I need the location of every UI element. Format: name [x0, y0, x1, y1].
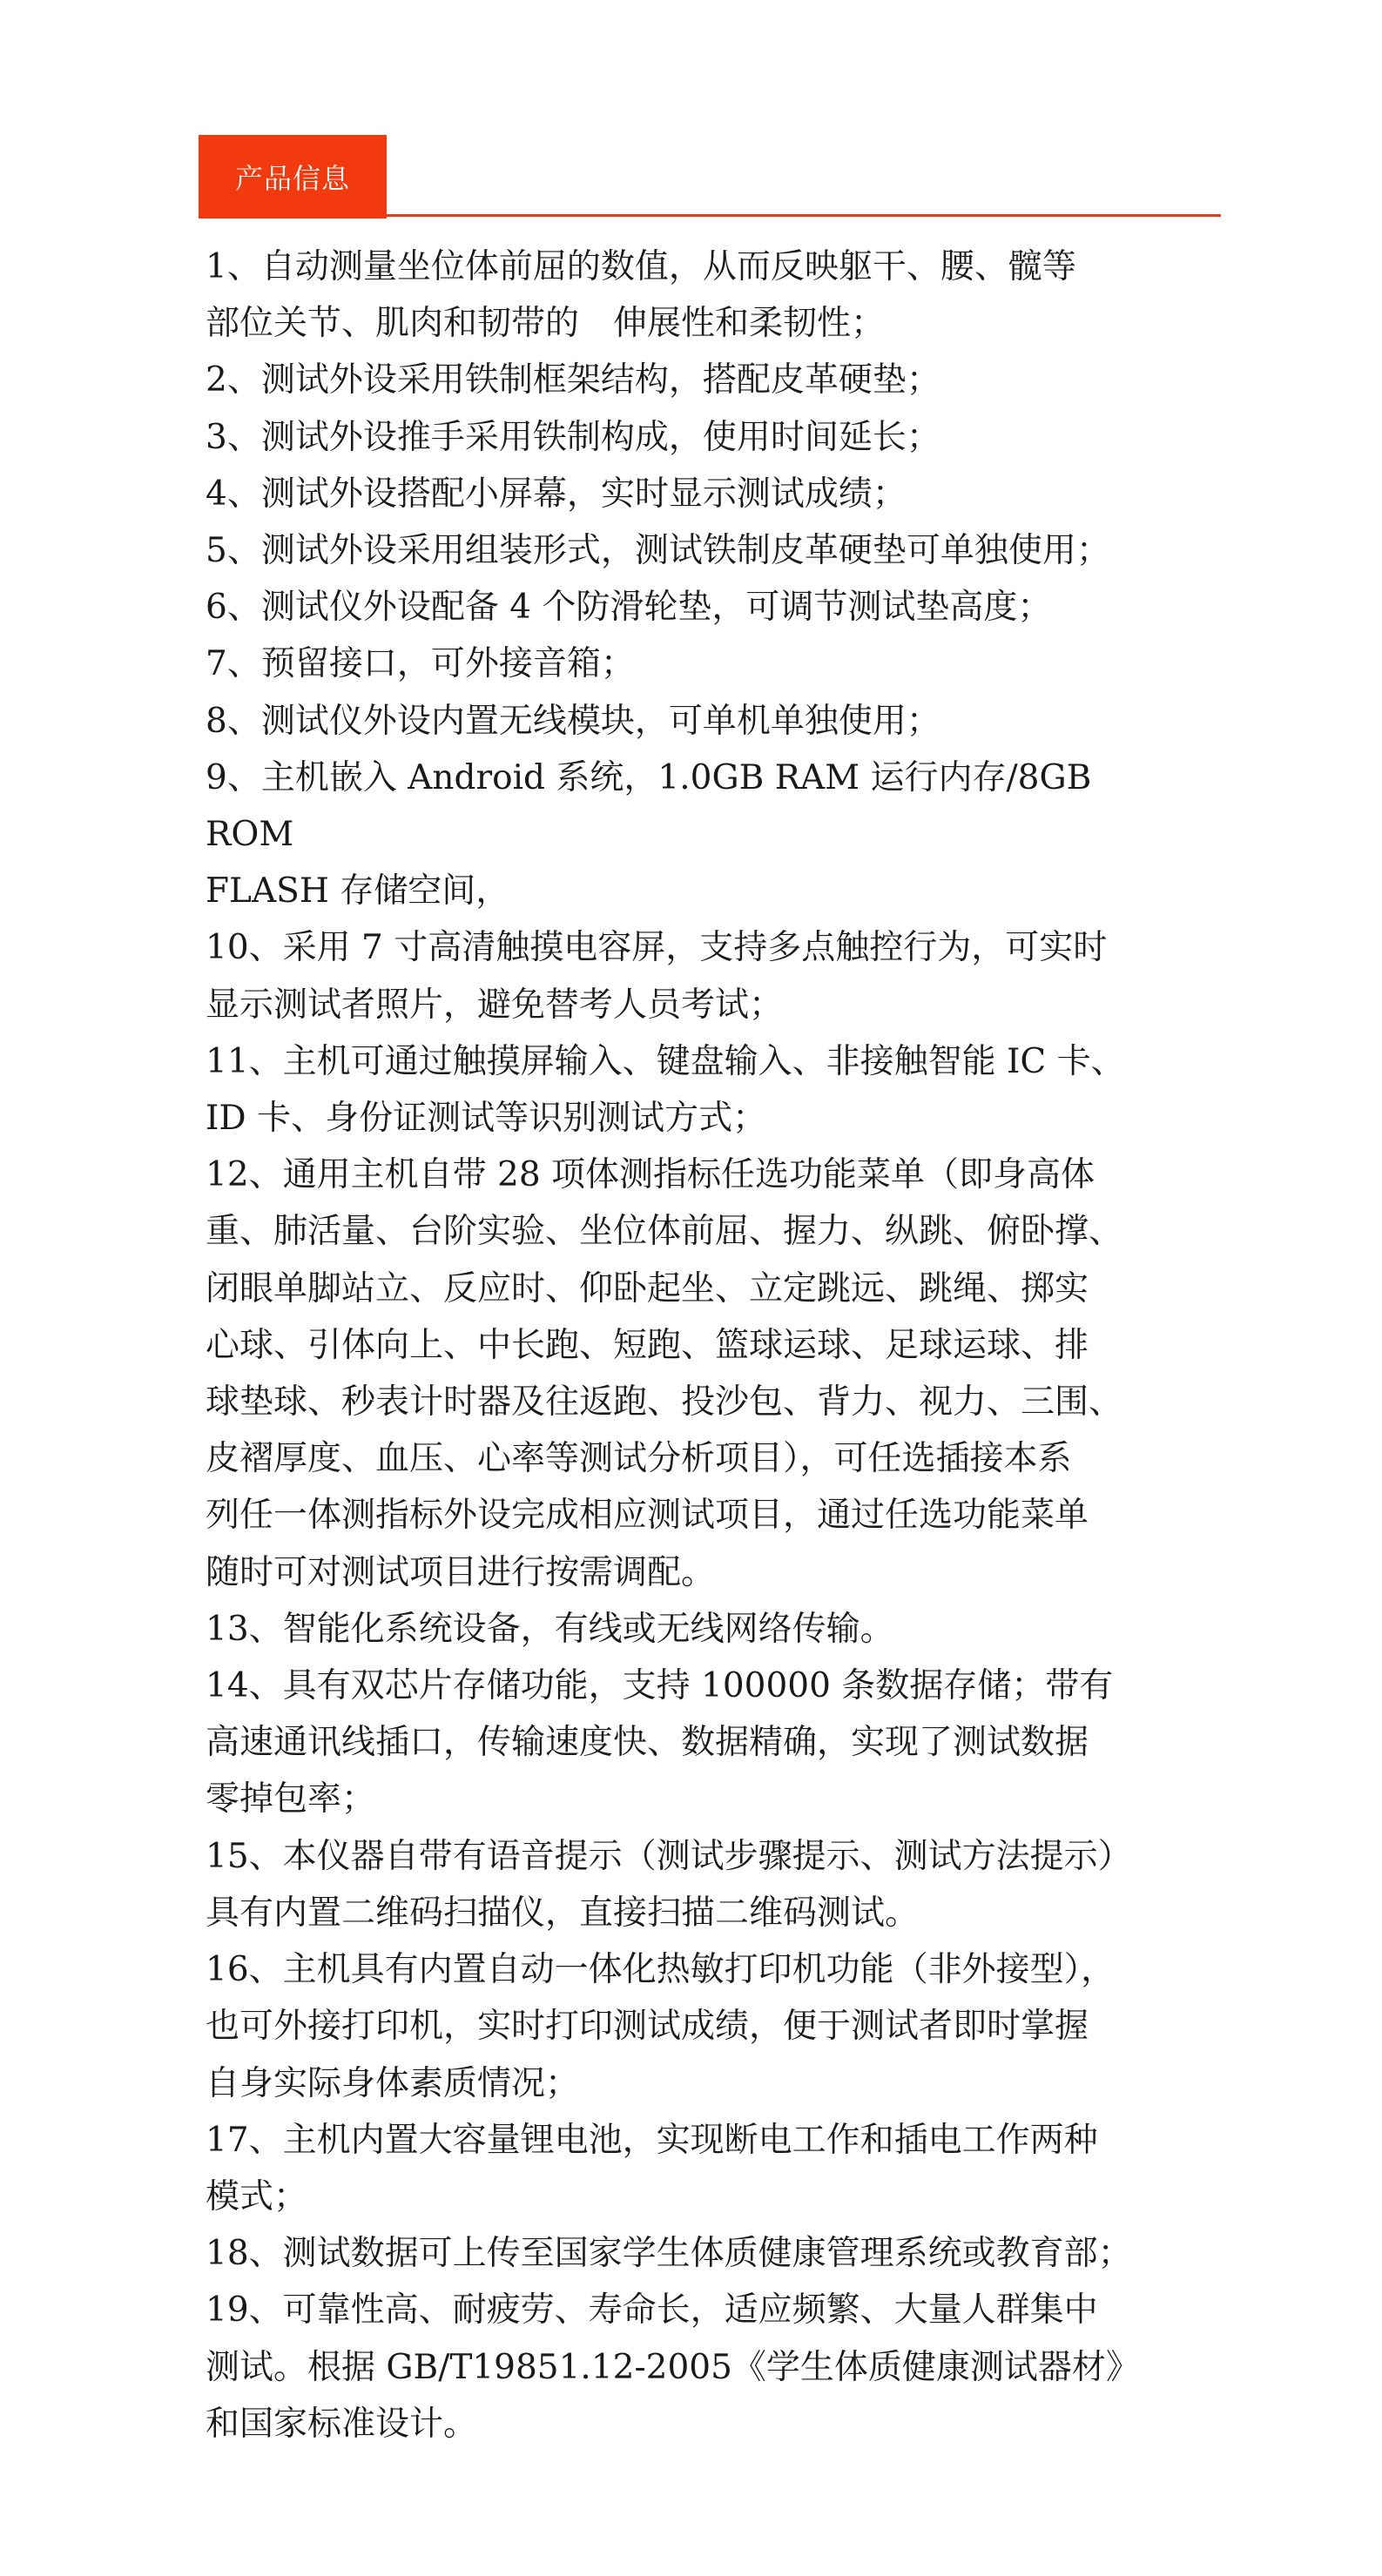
list-item-line: 10、采用 7 寸高清触摸电容屏，支持多点触控行为，可实时: [206, 928, 1108, 968]
list-item: [206, 1601, 1172, 1658]
list-item: [206, 2282, 1172, 2452]
list-item-line: 6、测试仪外设配备 4 个防滑轮垫，可调节测试垫高度；: [206, 588, 1052, 628]
list-item: [206, 919, 1172, 1032]
list-item: [206, 466, 1172, 522]
list-item-line: 自身实际身体素质情况；: [206, 2063, 580, 2103]
list-item-line: 零掉包率；: [206, 1779, 376, 1819]
list-item-line: 模式；: [206, 2176, 308, 2216]
list-item: [206, 1941, 1172, 2112]
list-item: [206, 2112, 1172, 2225]
list-item: [206, 636, 1172, 692]
list-item-line: 高速通讯线插口，传输速度快、数据精确，实现了测试数据: [206, 1723, 1089, 1763]
list-item-line: 3、测试外设推手采用铁制构成，使用时间延长；: [206, 417, 940, 457]
list-item-line: 18、测试数据可上传至国家学生体质健康管理系统或教育部；: [206, 2234, 1132, 2274]
list-item-line: 具有内置二维码扫描仪，直接扫描二维码测试。: [206, 1893, 920, 1933]
list-item-line: 显示测试者照片，避免替考人员考试；: [206, 985, 784, 1025]
list-item-line: 12、通用主机自带 28 项体测指标任选功能菜单（即身高体: [206, 1155, 1095, 1195]
list-item: [206, 2225, 1172, 2282]
list-item-line: 16、主机具有内置自动一体化热敏打印机功能（非外接型），: [206, 1950, 1116, 1990]
list-item-line: 也可外接打印机，实时打印测试成绩，便于测试者即时掌握: [206, 2007, 1089, 2047]
list-item-line: 闭眼单脚站立、反应时、仰卧起坐、立定跳远、跳绳、掷实: [206, 1268, 1089, 1308]
list-item-line: ID 卡、身份证测试等识别测试方式；: [206, 1099, 767, 1139]
list-item-line: 17、主机内置大容量锂电池，实现断电工作和插电工作两种: [206, 2120, 1098, 2160]
list-item-line: 5、测试外设采用组装形式，测试铁制皮革硬垫可单独使用；: [206, 531, 1110, 571]
list-item: [206, 409, 1172, 466]
list-item-line: 8、测试仪外设内置无线模块，可单机单独使用；: [206, 701, 940, 741]
list-item-line: 测试。根据 GB/T19851.12-2005《学生体质健康测试器材》: [206, 2347, 1140, 2387]
list-item-line: 1、自动测量坐位体前屈的数值，从而反映躯干、腰、髋等: [206, 247, 1076, 286]
list-item-line: 13、智能化系统设备，有线或无线网络传输。: [206, 1609, 894, 1649]
list-item: [206, 1828, 1172, 1941]
section-divider: [199, 214, 1221, 217]
list-item-line: 15、本仪器自带有语音提示（测试步骤提示、测试方法提示）: [206, 1836, 1132, 1876]
list-item-line: 9、主机嵌入 Android 系统，1.0GB RAM 运行内存/8GB ROM: [206, 757, 1092, 855]
list-item-line: 14、具有双芯片存储功能，支持 100000 条数据存储；带有: [206, 1666, 1114, 1706]
list-item-line: 随时可对测试项目进行按需调配。: [206, 1552, 716, 1592]
list-item: [206, 1033, 1172, 1147]
list-item: [206, 522, 1172, 579]
list-item-line: 2、测试外设采用铁制框架结构，搭配皮革硬垫；: [206, 360, 940, 400]
list-item-line: 心球、引体向上、中长跑、短跑、篮球运球、足球运球、排: [206, 1325, 1089, 1365]
list-item-line: 部位关节、肌肉和韧带的 伸展性和柔韧性；: [206, 304, 886, 344]
list-item: [206, 1147, 1172, 1601]
list-item-line: 皮褶厚度、血压、心率等测试分析项目），可任选插接本系: [206, 1439, 1072, 1479]
list-item-line: 和国家标准设计。: [206, 2404, 478, 2444]
list-item-line: 11、主机可通过触摸屏输入、键盘输入、非接触智能 IC 卡、: [206, 1041, 1125, 1081]
section-title: 产品信息: [234, 162, 350, 195]
list-item-line: 列任一体测指标外设完成相应测试项目，通过任选功能菜单: [206, 1496, 1089, 1536]
section-title-tab: [199, 135, 387, 219]
list-item-line: FLASH 存储空间，: [206, 871, 510, 911]
list-item: [206, 750, 1172, 920]
product-info-list: [206, 239, 1172, 2452]
list-item-line: 7、预留接口，可外接音箱；: [206, 644, 635, 684]
list-item-line: 球垫球、秒表计时器及往返跑、投沙包、背力、视力、三围、: [206, 1382, 1123, 1423]
list-item: [206, 579, 1172, 636]
list-item-line: 4、测试外设搭配小屏幕，实时显示测试成绩；: [206, 474, 907, 514]
list-item: [206, 1658, 1172, 1828]
list-item: [206, 352, 1172, 408]
list-item: [206, 239, 1172, 352]
list-item-line: 19、可靠性高、耐疲劳、寿命长，适应频繁、大量人群集中: [206, 2290, 1098, 2331]
list-item: [206, 693, 1172, 750]
list-item-line: 重、肺活量、台阶实验、坐位体前屈、握力、纵跳、俯卧撑、: [206, 1212, 1123, 1252]
